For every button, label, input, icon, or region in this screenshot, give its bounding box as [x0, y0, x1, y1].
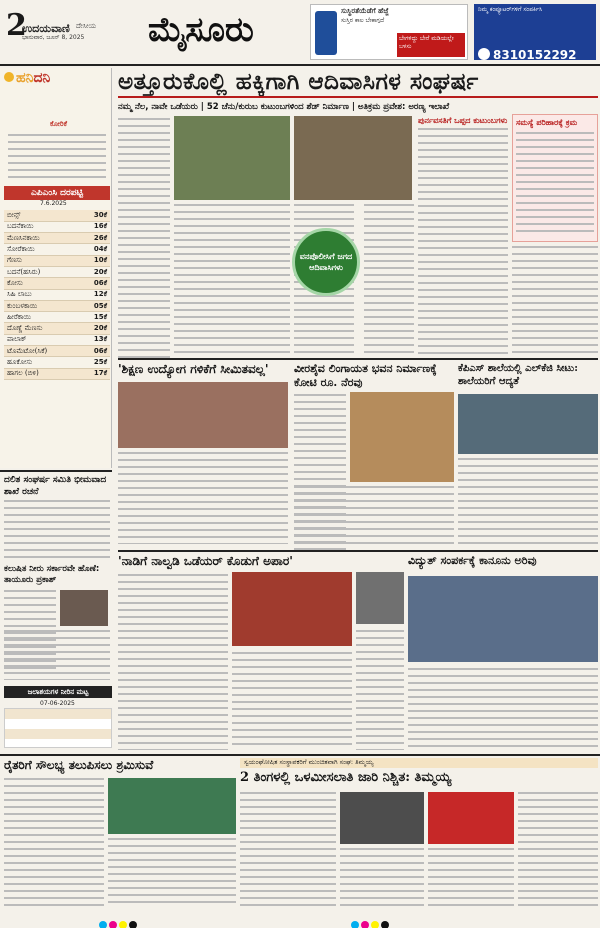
price-value: 10ಕೆ	[79, 255, 110, 266]
vanam-circle: ವನಪೊಲೀಸಿಗೆ ಜಗದ ಆದಿವಾಸಿಗಳು	[292, 228, 360, 296]
price-value: 16ಕೆ	[79, 221, 110, 232]
price-item: ಹೂಕೋಸು	[4, 357, 79, 368]
price-item: ಹೀರೆಕಾಯಿ	[4, 312, 79, 323]
edition-tag: ದೇಸೀಯ	[76, 22, 97, 30]
story5-title: ಕಲುಷಿತ ನೀರು ಸರ್ಕಾರವೇ ಹೊಣೆ: ತಾಯೂರು ಪ್ರಕಾಶ್	[4, 564, 100, 585]
box1-title: ಪುರ್ನವಸತಿಗೆ ಒಪ್ಪದ ಕುಟುಂಬಗಳು	[418, 116, 508, 125]
headline-rule	[118, 96, 598, 98]
price-item: ಬೀನ್ಸ್	[4, 210, 79, 221]
story6-inset-photo	[356, 572, 404, 624]
story3-body	[458, 458, 598, 548]
box1-body	[418, 128, 508, 354]
story9-kicker: ಸ್ವಯಂಘೋಷಿತ ಸಂಸ್ಥಾಪಕರಿಗೆ ಮುಂಚಿತವಾಗಿ ಸಂಘ: ತಿಮ್ಮಯ್ಯ	[240, 758, 598, 768]
ad1-heading: ಸುಸ್ಥಿರತೆಯೆಡೆಗೆ ಹೆಜ್ಜೆ	[341, 7, 389, 15]
story9-body	[240, 792, 336, 908]
story9-body-3	[518, 792, 598, 908]
price-value: 30ಕೆ	[79, 210, 110, 221]
story2-photo	[350, 392, 454, 482]
row-rule-2	[118, 550, 598, 552]
price-row	[4, 210, 110, 221]
price-row	[4, 233, 110, 244]
story1-photo	[118, 382, 288, 448]
story8-body	[4, 778, 104, 908]
ad-banner-2[interactable]	[474, 4, 596, 60]
price-row	[4, 300, 110, 311]
story3-photo	[458, 394, 598, 454]
price-value: 12ಕೆ	[79, 289, 110, 300]
price-row	[4, 221, 110, 232]
price-value: 17ಕೆ	[79, 368, 110, 379]
story7-photo	[408, 576, 598, 662]
price-item: ಟೊಮೆಟೋ(ಸಿಕೆ)	[4, 346, 79, 357]
price-value: 05ಕೆ	[79, 300, 110, 311]
price-item: ಮೆಣಸಿನಕಾಯಿ	[4, 233, 79, 244]
price-value: 20ಕೆ	[79, 266, 110, 277]
row-rule-left	[0, 470, 112, 472]
honey-title-b: ದನಿ	[33, 70, 51, 86]
price-row	[4, 312, 110, 323]
story9-title: 2 ತಿಂಗಳಲ್ಲಿ ಒಳಮೀಸಲಾತಿ ಜಾರಿ ನಿಶ್ಚಿತ: ತಿಮ್ಮಯ್ಯ	[240, 770, 452, 785]
price-value: 15ಕೆ	[79, 312, 110, 323]
ad-banner-1[interactable]	[310, 4, 468, 60]
ad1-text: ಸುಸ್ತಿರ ಕಾಲ ಬೇಕಾಗ್ಗದೆ	[341, 17, 385, 24]
price-row	[4, 334, 110, 345]
price-item: ಪಾಲಾಕ್	[4, 334, 79, 345]
price-value: 13ಕೆ	[79, 334, 110, 345]
story6-body	[118, 574, 228, 750]
water-date: 07-06-2025	[40, 700, 75, 707]
price-row	[4, 368, 110, 379]
honey-title-a: ಹನಿ	[16, 70, 34, 86]
price-item: ಬದನೆ(ಹಸಿರು)	[4, 266, 79, 277]
price-row	[4, 289, 110, 300]
story8-body-2	[108, 838, 236, 908]
row-rule-3	[0, 754, 600, 756]
main-subheadline: ನಮ್ಮ ನೆಲ, ನಾವೇ ಒಡೆಯರು | 52 ಚೆನು/ಕುರುಬ ಕುಟುಂಬಗಳಿಂದ ಶೆಡ್ ನಿರ್ಮಾಣ | ಅತಿಕ್ರಮ ಪ್ರವೇಶ: ಅರಣ್ಯ ಇಲಾಖೆ	[118, 102, 450, 112]
price-item: ಹಾಗಲ (ಬಿಳಿ)	[4, 368, 79, 379]
price-item: ಸಿಹಿ ಲಾಬು	[4, 289, 79, 300]
ad1-red-box: ಬೇಗಳಿದ್ದು ಬೇರೆ ಮಡಿಯಲ್ಲೇ ಬಳಸು	[397, 33, 465, 57]
bee-icon	[4, 72, 14, 82]
registration-marks-right	[350, 914, 390, 928]
kbox-body	[8, 134, 106, 178]
price-value: 20ಕೆ	[79, 323, 110, 334]
price-table	[4, 210, 110, 380]
main-col-1	[118, 118, 170, 358]
story1-title: 'ಶಿಕ್ಷಣ ಉದ್ಯೋಗ ಗಳಿಕೆಗೆ ಸೀಮಿತವಲ್ಲ'	[118, 362, 269, 376]
story9-body-2	[340, 848, 424, 908]
story9-highlight-box	[428, 792, 514, 844]
story2-body-2	[294, 486, 454, 546]
price-value: 06ಕೆ	[79, 278, 110, 289]
story4-body	[4, 500, 110, 560]
price-value: 25ಕೆ	[79, 357, 110, 368]
kbox-title: ಕೋರಿಕೆ	[50, 120, 68, 128]
price-row	[4, 357, 110, 368]
price-row	[4, 323, 110, 334]
apmc-title: ಎಪಿಎಂಸಿ ದರಪಟ್ಟಿ	[4, 186, 110, 200]
price-item: ಬದನೆಕಾಯಿ	[4, 221, 79, 232]
main-col-6	[512, 246, 598, 354]
story2-title: ವೀರಶೈವ ಲಿಂಗಾಯತ ಭವನ ನಿರ್ಮಾಣಕ್ಕೆ ಕೋಟಿ ರೂ. ನೆರವು	[294, 362, 437, 389]
water-title: ಜಲಾಶಯಗಳ ನೀರಿನ ಮಟ್ಟ	[4, 686, 112, 698]
price-row	[4, 255, 110, 266]
price-item: ಗೆಣಸು	[4, 255, 79, 266]
box2-title: ಸಮಸ್ಯೆ ಪರಿಹಾರಕ್ಕೆ ಕ್ರಮ	[516, 118, 578, 127]
price-item: ಕೋಸು	[4, 278, 79, 289]
row-rule-1	[118, 358, 598, 360]
story9-body-4	[428, 848, 514, 908]
price-value: 26ಕೆ	[79, 233, 110, 244]
water-table	[4, 708, 112, 748]
price-row	[4, 278, 110, 289]
story3-title: ಕೆಪಿಎಸ್‌ ಶಾಲೆಯಲ್ಲಿ ಎಲ್‌ಕೆಜಿ ಸೀಟು: ಶಾಲೆಯರಿಗೆ ಆದ್ಯತೆ	[458, 363, 578, 387]
price-value: 06ಕೆ	[79, 346, 110, 357]
story7-title: ವಿದ್ಯುತ್ ಸಂಪರ್ಕಕ್ಕೆ ಕಾನೂನು ಅರಿವು	[408, 554, 537, 567]
ad2-text: ನಿಮ್ಮ ಕಂಪ್ಯೂಟರ್‌ಗಳಿಗೆ ಸಂಪರ್ಕಿಸಿ	[478, 6, 543, 13]
page-number: 2	[6, 8, 27, 43]
price-item: ಕುಂಬಳಕಾಯಿ	[4, 300, 79, 311]
main-photo-2	[294, 116, 412, 200]
registration-marks-left	[98, 914, 138, 928]
phone-icon	[478, 48, 490, 60]
price-item: ದೊಣ್ಣೆ ಮೆಣಸು	[4, 323, 79, 334]
story5-body-2	[4, 630, 110, 680]
apmc-date: 7.6.2025	[40, 200, 67, 207]
story1-body	[118, 452, 288, 544]
story4-title: ದಲಿತ ಸಂಘರ್ಷ ಸಮಿತಿ ಭೀಮವಾದ ಶಾಖೆ ರಚನೆ	[4, 475, 107, 497]
main-col-4	[364, 204, 414, 354]
ad-logo-icon	[315, 11, 337, 55]
story8-title: ರೈತರಿಗೆ ಸೌಲಭ್ಯ ತಲುಪಿಸಲು ಶ್ರಮಿಸುವೆ	[4, 758, 154, 772]
story8-photo	[108, 778, 236, 834]
paper-name: ಉದಯವಾಣಿ	[22, 22, 70, 35]
masthead-rule	[0, 64, 600, 66]
ad2-phone: 8310152292	[493, 48, 577, 62]
price-row	[4, 346, 110, 357]
honey-title	[16, 70, 50, 86]
main-photo-1	[174, 116, 290, 200]
date-line: ಭಾನುವಾರ, ಜೂನ್ 8, 2025	[22, 34, 85, 41]
main-headline: ಅತ್ತೂರುಕೊಲ್ಲಿ ಹಕ್ಕಿಗಾಗಿ ಆದಿವಾಸಿಗಳ ಸಂಘರ್ಷ	[118, 68, 479, 95]
story6-photo	[232, 572, 352, 646]
price-row	[4, 244, 110, 255]
story7-body	[408, 668, 598, 750]
price-value: 04ಕೆ	[79, 244, 110, 255]
box2-body	[516, 132, 594, 236]
story6-body-3	[356, 630, 404, 750]
main-col-2	[174, 204, 290, 354]
price-item: ಸೋರೆಕಾಯಿ	[4, 244, 79, 255]
price-row	[4, 266, 110, 277]
story6-body-2	[232, 652, 352, 750]
story5-photo	[60, 590, 108, 626]
story9-photo	[340, 792, 424, 844]
section-title: ಮೈಸೂರು	[148, 10, 254, 50]
story6-title: 'ನಾಡಿಗೆ ನಾಲ್ವಡಿ ಒಡೆಯರ್ ಕೊಡುಗೆ ಅಪಾರ'	[118, 554, 293, 568]
